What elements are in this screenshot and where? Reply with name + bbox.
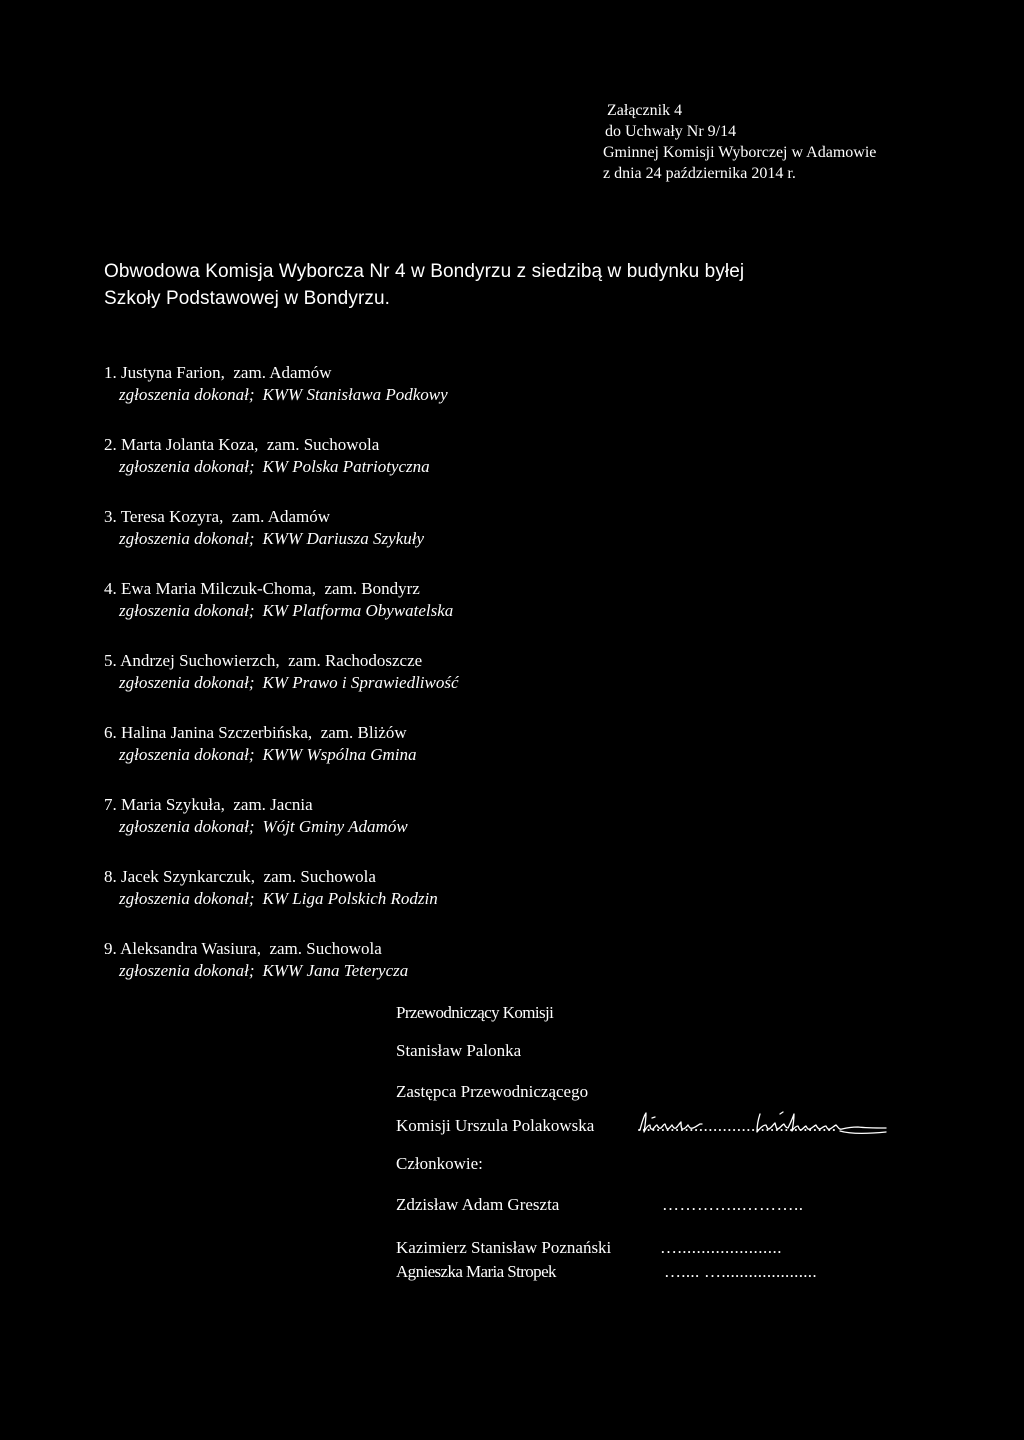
member-submitter: KW Platforma Obywatelska bbox=[262, 601, 454, 620]
member-name: Andrzej Suchowierzch, bbox=[120, 651, 280, 670]
member-entry bbox=[104, 507, 459, 579]
member-residence: zam. Suchowola bbox=[263, 867, 376, 886]
member-signature-name: Zdzisław Adam Greszta bbox=[396, 1195, 560, 1214]
attachment-number: Załącznik 4 bbox=[607, 102, 683, 119]
member-entry bbox=[104, 651, 459, 723]
commission-title-line-1: Obwodowa Komisja Wyborcza Nr 4 w Bondyrzu z siedzibą w budynku byłej bbox=[104, 261, 745, 282]
deputy-name: Komisji Urszula Polakowska bbox=[396, 1116, 595, 1135]
member-submitter-line bbox=[104, 959, 459, 981]
commission-title bbox=[104, 258, 744, 312]
member-number: 8. bbox=[104, 867, 117, 886]
submitted-label: zgłoszenia dokonał; bbox=[119, 457, 255, 476]
member-signature-name: Kazimierz Stanisław Poznański bbox=[396, 1238, 612, 1257]
member-submitter-line bbox=[104, 455, 459, 477]
chair-name: Stanisław Palonka bbox=[396, 1041, 522, 1060]
member-number: 1. bbox=[104, 363, 117, 382]
member-entry bbox=[104, 579, 459, 651]
member-number: 6. bbox=[104, 723, 117, 742]
commission-name: Gminnej Komisji Wyborczej w Adamowie bbox=[603, 144, 877, 161]
member-residence: zam. Jacnia bbox=[233, 795, 313, 814]
submitted-label: zgłoszenia dokonał; bbox=[119, 817, 255, 836]
member-submitter-line bbox=[104, 527, 459, 549]
member-submitter-line bbox=[104, 599, 459, 621]
member-name: Teresa Kozyra, bbox=[120, 507, 224, 526]
member-name: Marta Jolanta Koza, bbox=[121, 435, 259, 454]
member-residence: zam. Bliżów bbox=[320, 723, 407, 742]
member-line bbox=[104, 363, 459, 383]
member-residence: zam. Bondyrz bbox=[324, 579, 420, 598]
member-name: Maria Szykuła, bbox=[121, 795, 225, 814]
member-residence: zam. Rachodoszcze bbox=[288, 651, 423, 670]
member-submitter-line bbox=[104, 671, 459, 693]
member-line bbox=[104, 795, 459, 815]
member-name: Justyna Farion, bbox=[121, 363, 225, 382]
member-residence: zam. Suchowola bbox=[269, 939, 382, 958]
member-name: Aleksandra Wasiura, bbox=[120, 939, 261, 958]
member-residence: zam. Suchowola bbox=[266, 435, 380, 454]
submitted-label: zgłoszenia dokonał; bbox=[119, 889, 255, 908]
member-line bbox=[104, 867, 459, 887]
member-name: Ewa Maria Milczuk-Choma, bbox=[121, 579, 316, 598]
member-submitter: KW Liga Polskich Rodzin bbox=[262, 889, 438, 908]
member-submitter: KW Prawo i Sprawiedliwość bbox=[262, 673, 459, 692]
member-name: Halina Janina Szczerbińska, bbox=[121, 723, 313, 742]
member-line bbox=[104, 723, 459, 743]
member-submitter-line bbox=[104, 383, 459, 405]
member-entry bbox=[104, 723, 459, 795]
member-submitter: KWW Stanisława Podkowy bbox=[262, 385, 448, 404]
signature-dots: ….... …..................... bbox=[664, 1262, 817, 1281]
handwritten-signature bbox=[636, 1108, 926, 1140]
member-number: 3. bbox=[104, 507, 117, 526]
member-line bbox=[104, 939, 459, 959]
member-number: 4. bbox=[104, 579, 117, 598]
signature-dots: …………..……….. bbox=[662, 1195, 804, 1214]
member-number: 5. bbox=[104, 651, 117, 670]
member-entry bbox=[104, 435, 459, 507]
member-number: 7. bbox=[104, 795, 117, 814]
member-line bbox=[104, 651, 459, 671]
member-name: Jacek Szynkarczuk, bbox=[121, 867, 256, 886]
submitted-label: zgłoszenia dokonał; bbox=[119, 673, 255, 692]
member-signature-row bbox=[396, 1238, 782, 1262]
member-number: 9. bbox=[104, 939, 117, 958]
submitted-label: zgłoszenia dokonał; bbox=[119, 529, 255, 548]
member-number: 2. bbox=[104, 435, 117, 454]
member-entry bbox=[104, 795, 459, 867]
resolution-date: z dnia 24 października 2014 r. bbox=[603, 165, 796, 182]
member-entry bbox=[104, 867, 459, 939]
member-list bbox=[104, 363, 459, 1011]
submitted-label: zgłoszenia dokonał; bbox=[119, 601, 255, 620]
submitted-label: zgłoszenia dokonał; bbox=[119, 745, 255, 764]
deputy-signature-dots: .......................................... bbox=[637, 1116, 837, 1135]
member-line bbox=[104, 507, 459, 527]
submitted-label: zgłoszenia dokonał; bbox=[119, 961, 255, 980]
attachment-header bbox=[603, 100, 876, 184]
members-label: Członkowie: bbox=[396, 1154, 483, 1173]
member-signature-name: Agnieszka Maria Stropek bbox=[396, 1262, 556, 1281]
chair-title: Przewodniczący Komisji bbox=[396, 1003, 554, 1022]
member-submitter-line bbox=[104, 815, 459, 837]
member-submitter: KWW Dariusza Szykuły bbox=[262, 529, 425, 548]
member-submitter-line bbox=[104, 743, 459, 765]
deputy-row bbox=[396, 1116, 837, 1154]
signature-dots: …...................... bbox=[660, 1238, 782, 1257]
member-signature-row bbox=[396, 1195, 804, 1238]
member-line bbox=[104, 435, 459, 455]
member-residence: zam. Adamów bbox=[231, 507, 331, 526]
commission-title-line-2: Szkoły Podstawowej w Bondyrzu. bbox=[104, 288, 391, 309]
resolution-reference: do Uchwały Nr 9/14 bbox=[605, 123, 737, 140]
member-residence: zam. Adamów bbox=[233, 363, 332, 382]
member-submitter: KW Polska Patriotyczna bbox=[262, 457, 430, 476]
member-submitter-line bbox=[104, 887, 459, 909]
member-entry bbox=[104, 363, 459, 435]
member-entry bbox=[104, 939, 459, 1011]
signature-block bbox=[396, 1003, 837, 1284]
member-signature-row bbox=[396, 1262, 817, 1284]
submitted-label: zgłoszenia dokonał; bbox=[119, 385, 255, 404]
member-line bbox=[104, 579, 459, 599]
member-submitter: Wójt Gminy Adamów bbox=[262, 817, 408, 836]
member-submitter: KWW Jana Teterycza bbox=[262, 961, 409, 980]
deputy-title: Zastępca Przewodniczącego bbox=[396, 1082, 589, 1101]
member-submitter: KWW Wspólna Gmina bbox=[262, 745, 417, 764]
